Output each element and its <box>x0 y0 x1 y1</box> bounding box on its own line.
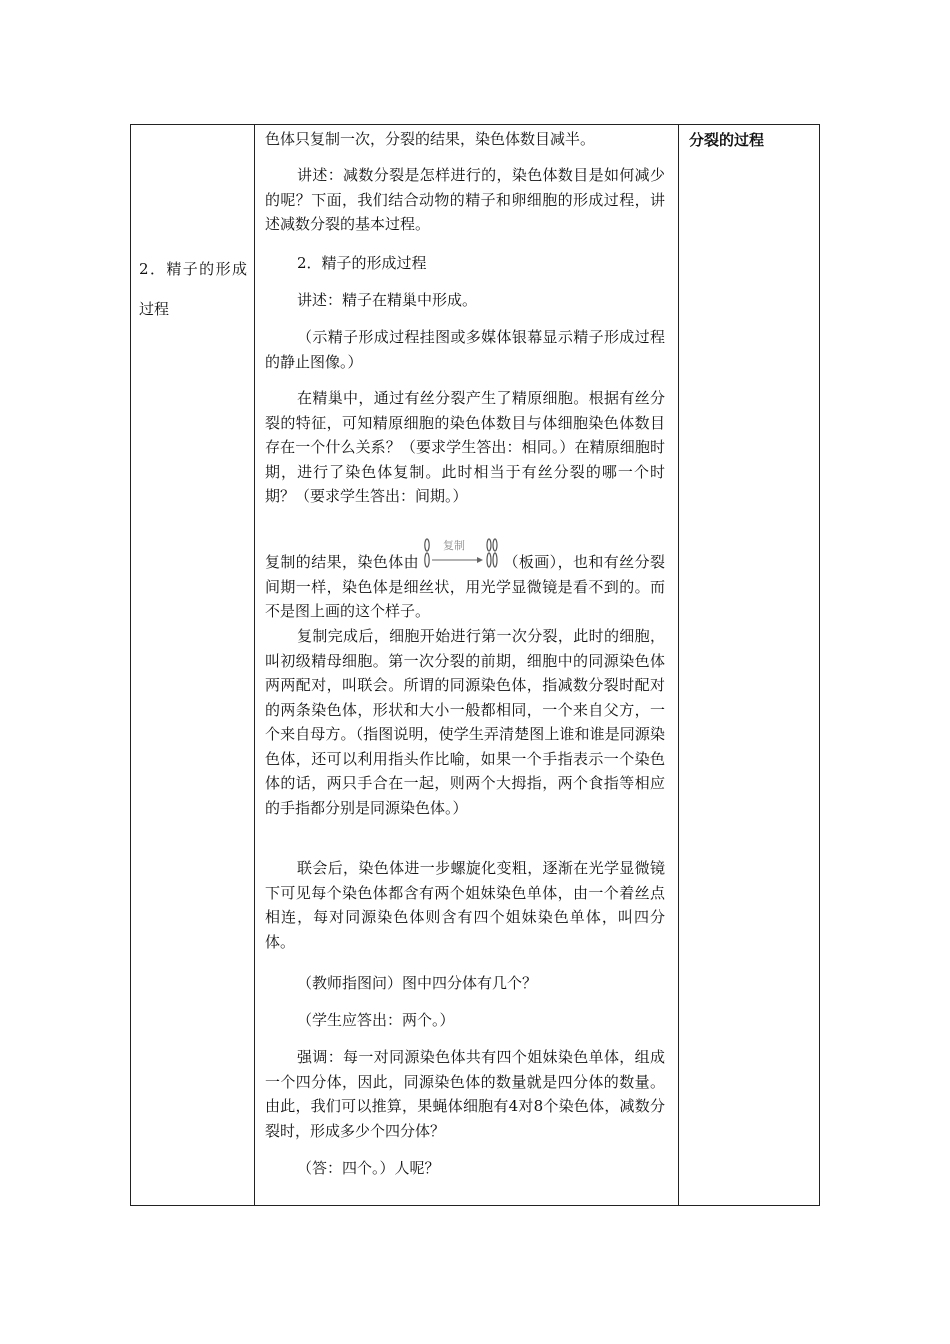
chromosome-replication-diagram <box>419 537 503 571</box>
sister-chromatid-right-bottom-icon <box>493 553 497 567</box>
sister-chromatid-right-top-icon <box>493 539 497 551</box>
paragraph-7-end: （板画），也和有丝分裂间期一样，染色体是细丝状，用光学显微镜是看不到的。而不是图上画的这个样子。 <box>265 553 665 620</box>
arrow-label: 复制 <box>443 539 466 552</box>
paragraph-1: 色体只复制一次，分裂的结果，染色体数目减半。 <box>265 130 596 148</box>
paragraph-9: 联会后，染色体进一步螺旋化变粗，逐渐在光学显微镜下可见每个染色体都含有两个姐妹染色单体，由一个着丝点相连，每对同源染色体则含有四个姐妹染色单体，叫四分体。 <box>265 859 665 951</box>
paragraph-4: 讲述：精子在精巢中形成。 <box>297 291 478 309</box>
paragraph-10: （教师指图问）图中四分体有几个？ <box>297 974 538 992</box>
paragraph-7-start: 复制的结果，染色体由 <box>265 553 420 571</box>
section-label: 2．精子的形成过程 <box>139 260 247 318</box>
single-chromosome-bottom-icon <box>425 553 429 567</box>
sister-chromatid-left-top-icon <box>487 539 491 551</box>
paragraph-8: 复制完成后，细胞开始进行第一次分裂，此时的细胞，叫初级精母细胞。第一次分裂的前期，细胞中的同源染色体两两配对，叫联会。所谓的同源染色体，指减数分裂时配对的两条染色体，形状和大小一般都相同，一个来自父方，一个来自母方。（指图说明，使学生弄清楚图上谁和谁是同源染色体，还可以利用指头作比喻，如果一个手指表示一个染色体的话，两只手合在一起，则两个大拇指，两个食指等相应的手指都分别是同源染色体。） <box>265 627 665 817</box>
right-column-label: 分裂的过程 <box>689 131 765 149</box>
paragraph-11: （学生应答出：两个。） <box>297 1011 455 1029</box>
paragraph-12: 强调：每一对同源染色体共有四个姐妹染色单体，组成一个四分体，因此，同源染色体的数量就是四分体的数量。由此，我们可以推算，果蝇体细胞有4对8个染色体，减数分裂时，形成多少个四分体？ <box>265 1048 665 1140</box>
column-divider-2 <box>678 125 679 1205</box>
lesson-table <box>130 124 820 1206</box>
paragraph-5: （示精子形成过程挂图或多媒体银幕显示精子形成过程的静止图像。） <box>265 328 665 371</box>
paragraph-7 <box>265 537 665 624</box>
chromosome-replication-svg <box>419 537 503 571</box>
column-divider-1 <box>254 125 255 1205</box>
single-chromosome-top-icon <box>425 539 429 551</box>
paragraph-3: 2．精子的形成过程 <box>297 254 427 272</box>
paragraph-6: 在精巢中，通过有丝分裂产生了精原细胞。根据有丝分裂的特征，可知精原细胞的染色体数目与体细胞染色体数目存在一个什么关系？（要求学生答出：相同。）在精原细胞时期，进行了染色体复制。此时相当于有丝分裂的哪一个时期？（要求学生答出：间期。） <box>265 389 665 505</box>
sister-chromatid-left-bottom-icon <box>487 553 491 567</box>
paragraph-13: （答：四个。）人呢？ <box>297 1159 440 1177</box>
paragraph-2: 讲述：减数分裂是怎样进行的，染色体数目是如何减少的呢？下面，我们结合动物的精子和卵细胞的形成过程，讲述减数分裂的基本过程。 <box>265 166 665 233</box>
arrow-head-icon <box>477 557 483 563</box>
